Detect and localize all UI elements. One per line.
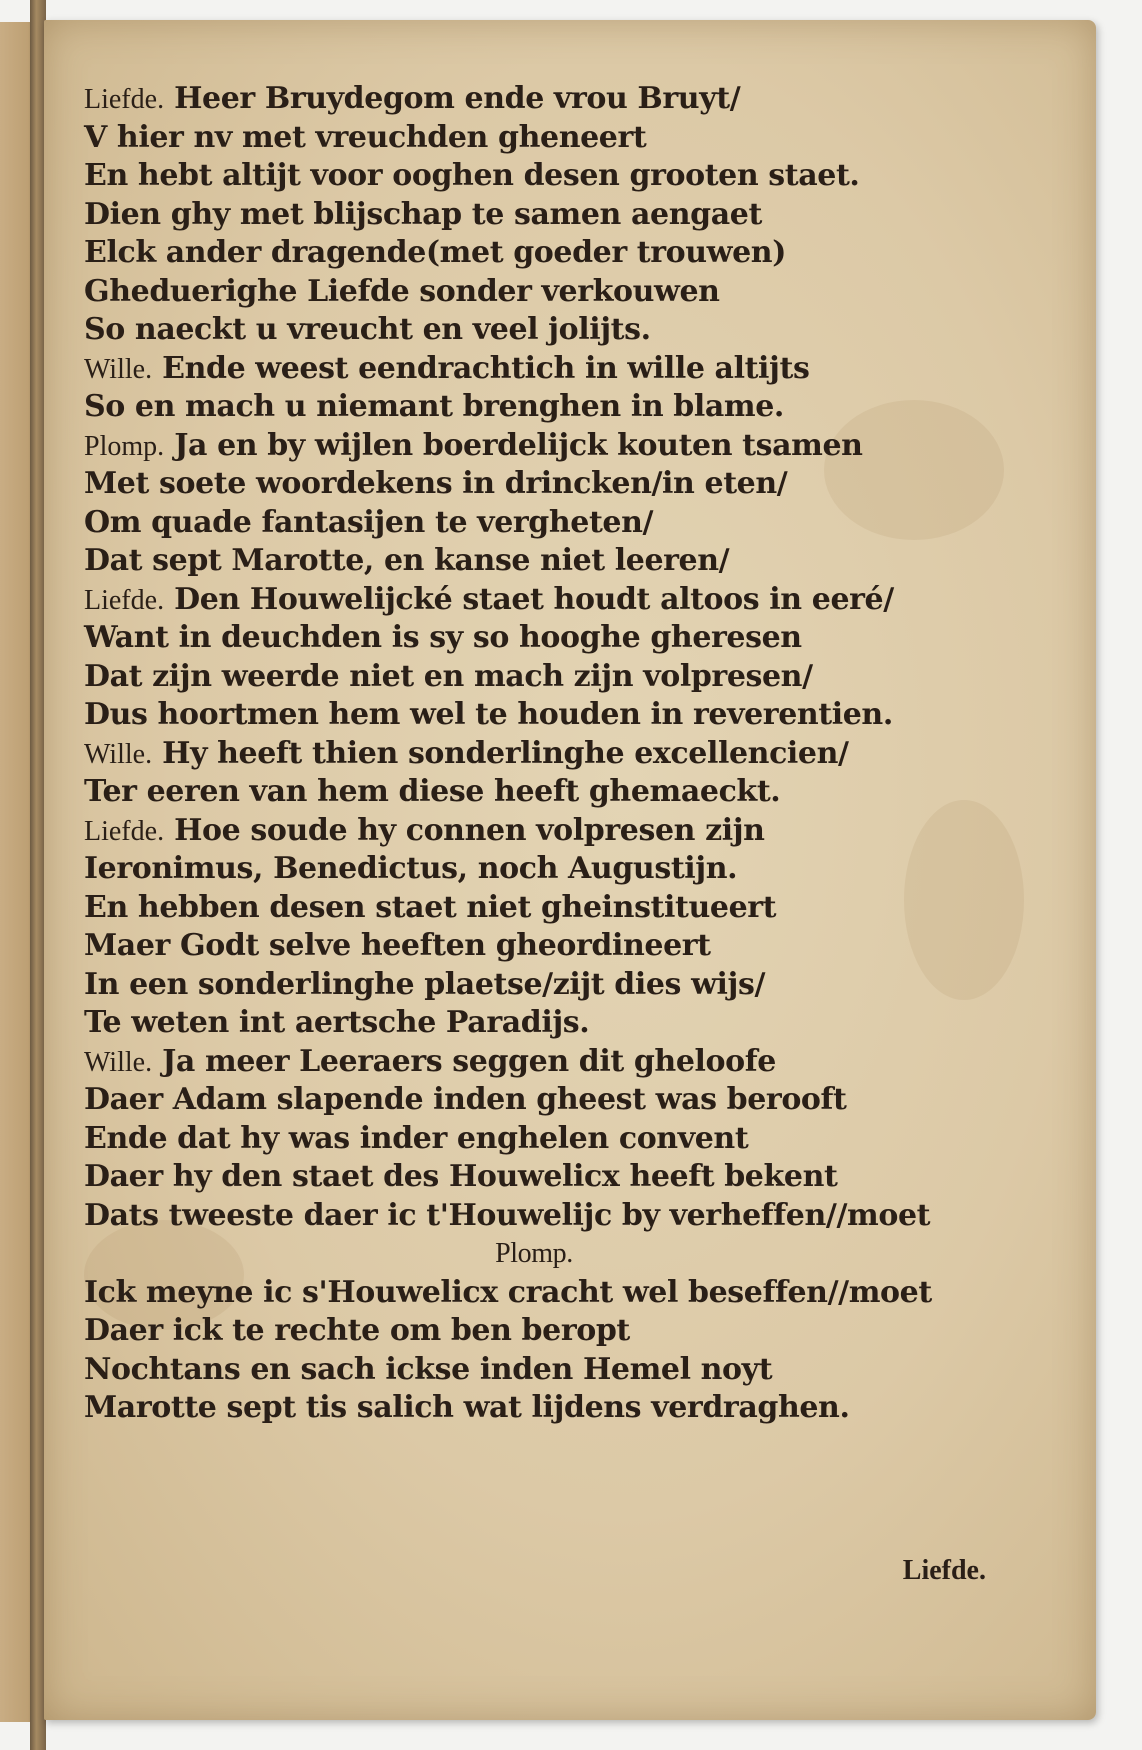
verse-text: En hebt altijt voor ooghen desen grooten staet. xyxy=(84,158,860,193)
verse-text: Want in deuchden is sy so hooghe gheresen xyxy=(84,620,802,655)
verse-line xyxy=(84,1004,1044,1043)
verse-text: Heer Bruydegom ende vrou Bruyt/ xyxy=(174,81,741,116)
verse-text: Den Houwelijcké staet houdt altoos in eeré/ xyxy=(174,581,894,617)
verse-line xyxy=(84,889,1044,928)
verse-text: Ja meer Leeraers seggen dit gheloofe xyxy=(162,1043,776,1079)
verse-line xyxy=(84,80,1044,119)
verse-line xyxy=(84,1389,1044,1428)
verse-line xyxy=(84,812,1044,851)
verse-line xyxy=(84,196,1044,235)
verse-line xyxy=(84,581,1044,620)
verse-text: Gheduerighe Liefde sonder verkouwen xyxy=(84,273,720,309)
verse-text: Ick meyne ic s'Houwelicx cracht wel beseffen//moet xyxy=(84,1274,932,1310)
verse-line xyxy=(84,966,1044,1005)
book-page xyxy=(44,20,1096,1720)
verse-text: En hebben desen staet niet gheinstitueert xyxy=(84,889,777,925)
verse-text: Marotte sept tis salich wat lijdens verdraghen. xyxy=(84,1390,850,1425)
verse-line xyxy=(84,850,1044,889)
verse-line xyxy=(84,427,1044,466)
verse-line xyxy=(84,1043,1044,1082)
verse-line xyxy=(84,1081,1044,1120)
verse-text: Nochtans en sach ickse inden Hemel noyt xyxy=(84,1351,773,1387)
speaker-label: Wille. xyxy=(84,1046,153,1078)
speaker-label: Wille. xyxy=(84,738,153,770)
verse-line xyxy=(84,1274,1044,1313)
verse-text: Dus hoortmen hem wel te houden in reverentien. xyxy=(84,697,893,732)
speaker-label: Liefde. xyxy=(84,584,165,616)
speaker-label: Wille. xyxy=(84,353,153,385)
verse-line xyxy=(84,119,1044,158)
verse-line xyxy=(84,157,1044,196)
verse-line xyxy=(84,696,1044,735)
verse-line xyxy=(84,350,1044,389)
verse-line xyxy=(84,504,1044,543)
verse-text: Elck ander dragende(met goeder trouwen) xyxy=(84,235,786,270)
verse-line xyxy=(84,311,1044,350)
verse-text: In een sonderlinghe plaetse/zijt dies wijs/ xyxy=(84,966,766,1002)
verse-text: Ieronimus, Benedictus, noch Augustijn. xyxy=(84,851,738,886)
verse-line xyxy=(84,542,1044,581)
verse-text: Ja en by wijlen boerdelijck kouten tsamen xyxy=(174,427,863,463)
verse-line xyxy=(84,927,1044,966)
verse-line xyxy=(84,1235,1044,1274)
verse-text: So naeckt u vreucht en veel jolijts. xyxy=(84,312,651,347)
verse-text: Dien ghy met blijschap te samen aengaet xyxy=(84,196,762,232)
verse-text: Te weten int aertsche Paradijs. xyxy=(84,1005,590,1040)
verse-text: Hoe soude hy connen volpresen zijn xyxy=(174,812,765,848)
verse-line xyxy=(84,773,1044,812)
verse-line xyxy=(84,388,1044,427)
verse-line xyxy=(84,658,1044,697)
verse-text: Ende dat hy was inder enghelen convent xyxy=(84,1120,749,1156)
verse-text: Met soete woordekens in drincken/in eten/ xyxy=(84,466,788,501)
verse-line xyxy=(84,465,1044,504)
verse-text: Hy heeft thien sonderlinghe excellencien/ xyxy=(162,735,849,771)
verse-text: So en mach u niemant brenghen in blame. xyxy=(84,389,784,424)
verse-text: Ter eeren van hem diese heeft ghemaeckt. xyxy=(84,774,781,809)
speaker-label: Liefde. xyxy=(84,815,165,847)
verse-text: Dat zijn weerde niet en mach zijn volpresen/ xyxy=(84,658,813,694)
verse-line xyxy=(84,735,1044,774)
verse-line xyxy=(84,619,1044,658)
verse-text-block xyxy=(84,80,1044,1428)
verse-text: Dat sept Marotte, en kanse niet leeren/ xyxy=(84,543,730,578)
verse-line xyxy=(84,1312,1044,1351)
verse-text: Dats tweeste daer ic t'Houwelijc by verheffen//moet xyxy=(84,1197,931,1233)
verse-text: Daer hy den staet des Houwelicx heeft bekent xyxy=(84,1159,838,1194)
verse-line xyxy=(84,1158,1044,1197)
verse-line xyxy=(84,1351,1044,1390)
verse-text: V hier nv met vreuchden gheneert xyxy=(84,119,647,155)
catchword: Liefde. xyxy=(902,1555,986,1586)
verse-text: Om quade fantasijen te vergheten/ xyxy=(84,504,654,540)
speaker-label: Plomp. xyxy=(84,430,165,462)
verse-text: Ende weest eendrachtich in wille altijts xyxy=(162,350,810,386)
verse-line xyxy=(84,234,1044,273)
verse-line xyxy=(84,1120,1044,1159)
verse-text: Plomp. xyxy=(495,1238,573,1269)
verse-line xyxy=(84,1197,1044,1236)
verse-text: Daer Adam slapende inden gheest was berooft xyxy=(84,1082,847,1117)
verse-text: Daer ick te rechte om ben beropt xyxy=(84,1313,630,1348)
speaker-label: Liefde. xyxy=(84,84,165,115)
verse-text: Maer Godt selve heeften gheordineert xyxy=(84,928,711,963)
verse-line xyxy=(84,273,1044,312)
